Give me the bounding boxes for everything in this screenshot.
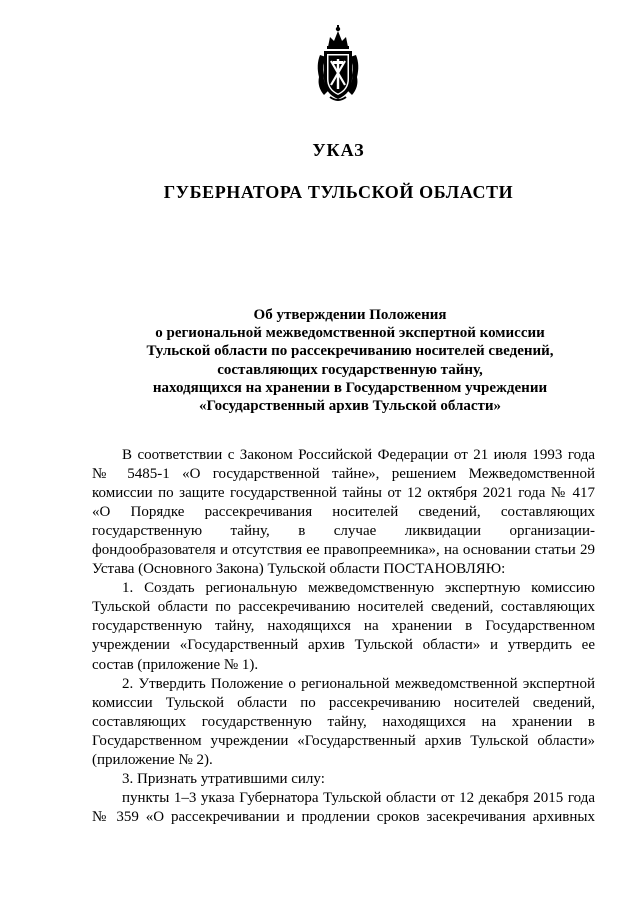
heading-line: о региональной межведомственной экспертной комиссии [155,325,545,342]
body-line: государственную тайну, в случае ликвидации организации- [92,523,595,540]
body-line: комиссии по защите государственной тайны от 12 октября 2021 года № 417 [92,485,595,502]
body-line: 3. Признать утратившими силу: [122,770,325,787]
heading-line: Тульской области по рассекречиванию носителей сведений, [146,343,554,360]
body-line: Тульской области по рассекречиванию носителей сведений, составляющих [92,599,595,616]
heading-line: Об утверждении Положения [253,307,447,323]
body-line: № 359 «О рассекречивании и продлении сроков засекречивания архивных [92,808,595,825]
body-line: комиссии Тульской области по рассекречиванию носителей сведений, [92,694,595,711]
body-line: «О Порядке рассекречивания носителей сведений, составляющих [92,504,595,521]
heading-line: составляющих государственную тайну, [217,361,483,378]
body-line: пункты 1–3 указа Губернатора Тульской области от 12 декабря 2015 года [122,789,595,806]
body-line: Государственном учреждении «Государственный архив Тульской области» [92,732,595,749]
body-line: учреждении «Государственный архив Тульской области» и утвердить ее [92,637,595,654]
document-heading [100,306,600,415]
heading-line: «Государственный архив Тульской области» [198,398,502,415]
document-body [92,446,595,827]
body-line: 2. Утвердить Положение о региональной межведомственной экспертной [122,675,595,692]
body-line: (приложение № 2). [92,751,213,768]
body-line: № 5485-1 «О государственной тайне», решением Межведомственной [92,466,595,483]
heading-line: находящихся на хранении в Государственном учреждении [152,379,548,396]
coat-of-arms-icon [314,25,362,103]
body-line: составляющих государственную тайну, находящихся на хранении в [92,713,595,730]
body-line: фондообразователя и отсутствия ее правопреемника», на основании статьи 29 [92,542,595,559]
body-line: 1. Создать региональную межведомственную экспертную комиссию [122,580,595,597]
body-line: состав (приложение № 1). [92,656,259,673]
body-line: В соответствии с Законом Российской Федерации от 21 июля 1993 года [122,447,595,463]
document-type-title: УКАЗ [312,140,365,160]
body-line: Устава (Основного Закона) Тульской области ПОСТАНОВЛЯЮ: [92,561,506,578]
body-line: государственную тайну, находящихся на хранении в Государственном [92,618,595,635]
issuer-title: ГУБЕРНАТОРА ТУЛЬСКОЙ ОБЛАСТИ [163,182,514,202]
